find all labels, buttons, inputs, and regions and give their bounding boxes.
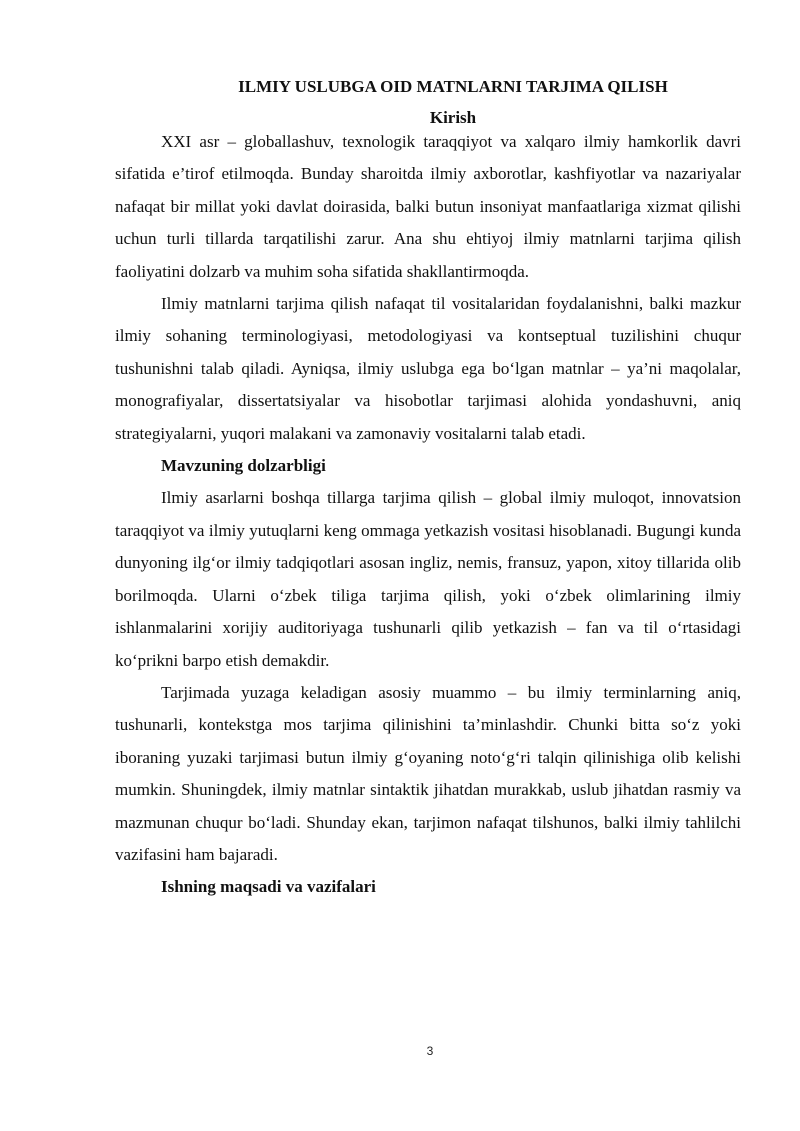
paragraph-relevance-2: Tarjimada yuzaga keladigan asosiy muammo – bu ilmiy terminlarning aniq, tushunarli, kontekstga mos tarjima qilinishini ta’minlashdir. Chunki bitta so‘z yoki iboraning yuzaki tarjimasi butun ilmiy g‘oyaning noto‘g‘ri talqin qilinishiga olib kelishi mumkin. Shuningdek, ilmiy matnlar sintaktik jihatdan murakkab, uslub jihatdan rasmiy va mazmunan chuqur bo‘ladi. Shunday ekan, tarjimon nafaqat tilshunos, balki ilmiy tahlilchi vazifasini ham bajaradi. bbox=[115, 682, 741, 864]
paragraph-intro-2: Ilmiy matnlarni tarjima qilish nafaqat til vositalaridan foydalanishni, balki mazkur ilmiy sohaning terminologiyasi, metodologiyasi va kontseptual tuzilishini chuqur tushunishni talab qiladi. Ayniqsa, ilmiy uslubga ega bo‘lgan matnlar – ya’ni maqolalar, monografiyalar, dissertatsiyalar va hisobotlar tarjimasi alohida yondashuvni, aniq strategiyalarni, yuqori malakani va zamonaviy vositalarni talab etadi. bbox=[115, 294, 741, 443]
section-title-kirish: Kirish bbox=[429, 108, 477, 127]
paragraph-relevance-1: Ilmiy asarlarni boshqa tillarga tarjima qilish – global ilmiy muloqot, innovatsion taraqqiyot va ilmiy yutuqlarni keng ommaga yetkazish vositasi hisoblanadi. Bugungi kunda dunyoning ilg‘or ilmiy tadqiqotlari asosan ingliz, nemis, fransuz, yapon, xitoy tillarida olib borilmoqda. Ularni o‘zbek tiliga tarjima qilish, yoki o‘zbek olimlarining ilmiy ishlanmalarini xorijiy auditoriyaga tushunarli qilib yetkazish – fan va til o‘rtasidagi ko‘prikni barpo etish demakdir. bbox=[115, 488, 741, 670]
paragraph-intro-1: XXI asr – globallashuv, texnologik taraqqiyot va xalqaro ilmiy hamkorlik davri sifatida e’tirof etilmoqda. Bunday sharoitda ilmiy axborotlar, kashfiyotlar va nazariyalar nafaqat bir millat yoki davlat doirasida, balki butun insoniyat manfaatlariga xizmat qilishi uchun turli tillarda tarqatilishi zarur. Ana shu ehtiyoj ilmiy matnlarni tarjima qilish faoliyatini dolzarb va muhim soha sifatida shakllantirmoqda. bbox=[115, 132, 741, 281]
document-title: ILMIY USLUBGA OID MATNLARNI TARJIMA QILISH bbox=[238, 77, 668, 96]
section-heading-goals: Ishning maqsadi va vazifalari bbox=[161, 877, 376, 897]
page-number: 3 bbox=[426, 1044, 434, 1058]
section-heading-relevance: Mavzuning dolzarbligi bbox=[161, 456, 326, 476]
document-body bbox=[115, 126, 741, 904]
